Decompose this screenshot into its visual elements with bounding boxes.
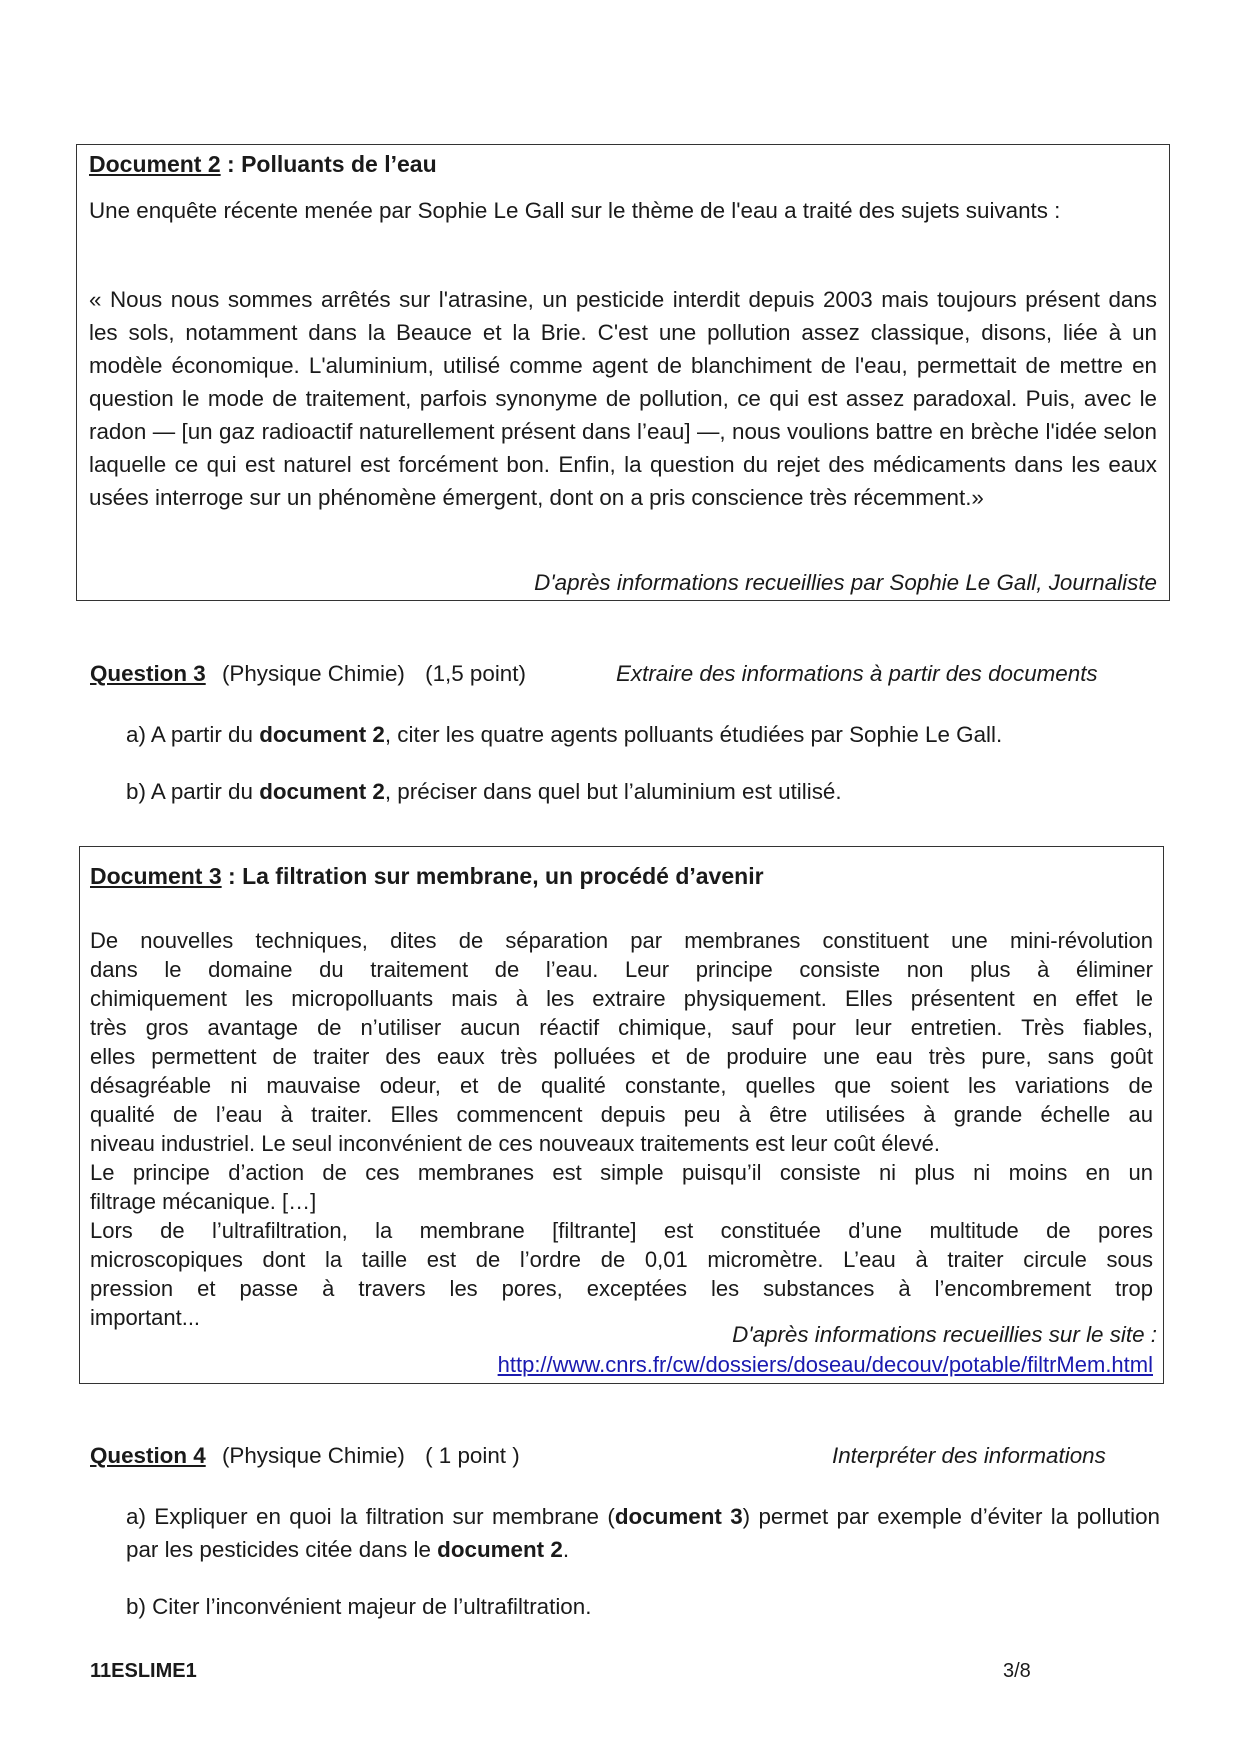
question-4a-bold-1: document 3 <box>614 1504 743 1529</box>
document-3-line: très gros avantage de n’utiliser aucun réactif chimique, sauf pour leur entretien. Très fiables, <box>90 1015 1153 1040</box>
document-3-body <box>90 926 1153 1332</box>
question-4a <box>126 1500 1160 1566</box>
question-3-points: (1,5 point) <box>425 661 526 686</box>
question-3-header <box>90 661 1160 687</box>
question-4-label: Question 4 <box>90 1443 206 1468</box>
document-3-line: elles permettent de traiter des eaux très polluées et de produire une eau très pure, sans goût <box>90 1044 1153 1069</box>
document-2-box <box>76 144 1170 601</box>
document-3-line: désagréable ni mauvaise odeur, et de qualité constante, quelles que soient les variations de <box>90 1073 1153 1098</box>
document-3-title-text: : La filtration sur membrane, un procédé d’avenir <box>221 863 764 889</box>
question-3b <box>126 775 842 808</box>
footer-page-number: 3/8 <box>1003 1660 1031 1682</box>
document-2-label: Document 2 <box>89 151 221 177</box>
document-3-line: niveau industriel. Le seul inconvénient de ces nouveaux traitements est leur coût élevé. <box>90 1131 940 1156</box>
document-3-line: chimiquement les micropolluants mais à les extraire physiquement. Elles présentent en effet le <box>90 986 1153 1011</box>
question-4-subject: (Physique Chimie) <box>221 1443 405 1468</box>
document-2-title-text: : Polluants de l’eau <box>220 151 437 177</box>
document-3-label: Document 3 <box>90 863 222 889</box>
document-3-title <box>90 863 764 890</box>
document-3-line: De nouvelles techniques, dites de séparation par membranes constituent une mini-révolution <box>90 928 1153 953</box>
question-4-skill: Interpréter des informations <box>832 1443 1106 1468</box>
document-3-line: qualité de l’eau à traiter. Elles commencent depuis peu à être utilisées à grande échelle au <box>90 1102 1153 1127</box>
question-3a-text: , citer les quatre agents polluants étudiées par Sophie Le Gall. <box>384 722 1003 747</box>
document-3-line: Le principe d’action de ces membranes est simple puisqu’il consiste ni plus ni moins en un <box>90 1160 1153 1185</box>
document-3-line: filtrage mécanique. […] <box>90 1189 317 1214</box>
document-2-title <box>89 151 437 178</box>
question-3b-bold: document 2 <box>259 779 385 804</box>
question-4a-prefix: a) Expliquer en quoi la filtration sur membrane ( <box>126 1504 615 1529</box>
document-3-source: D'après informations recueillies sur le site : <box>732 1322 1157 1347</box>
question-4-header <box>90 1443 1160 1469</box>
question-3a-prefix: a) A partir du <box>126 722 260 747</box>
document-3-line: Lors de l’ultrafiltration, la membrane [filtrante] est constituée d’une multitude de pores <box>90 1218 1153 1243</box>
question-3-skill: Extraire des informations à partir des documents <box>616 661 1098 686</box>
question-4-points: ( 1 point ) <box>425 1443 520 1468</box>
document-3-line: microscopiques dont la taille est de l’ordre de 0,01 micromètre. L’eau à traiter circule sous <box>90 1247 1153 1272</box>
question-3b-text: , préciser dans quel but l’aluminium est utilisé. <box>384 779 842 804</box>
question-3a-bold: document 2 <box>259 722 385 747</box>
document-2-intro: Une enquête récente menée par Sophie Le Gall sur le thème de l'eau a traité des sujets suivants : <box>89 198 1061 223</box>
document-3-line: important... <box>90 1305 201 1330</box>
document-3-url-link[interactable]: http://www.cnrs.fr/cw/dossiers/doseau/decouv/potable/filtrMem.html <box>497 1352 1153 1377</box>
document-3-line: pression et passe à travers les pores, exceptées les substances à l’encombrement trop <box>90 1276 1153 1301</box>
document-3-box <box>79 846 1164 1384</box>
document-3-url-wrap <box>498 1352 1153 1378</box>
question-3-subject: (Physique Chimie) <box>221 661 405 686</box>
footer-code: 11ESLIME1 <box>90 1660 197 1682</box>
document-2-source: D'après informations recueillies par Sophie Le Gall, Journaliste <box>534 570 1157 595</box>
document-2-quote: « Nous nous sommes arrêtés sur l'atrasine, un pesticide interdit depuis 2003 mais toujours présent dans les sols, notamment dans la Beauce et la Brie. C'est une pollution assez classique, disons, liée à un modèle économique. L'aluminium, utilisé comme agent de blanchiment de l'eau, permettait de mettre en question le mode de traitement, parfois synonyme de pollution, ce qui est assez paradoxal. Puis, avec le radon — [un gaz radioactif naturellement présent dans l’eau] —, nous voulions battre en brèche l'idée selon laquelle ce qui est naturel est forcément bon. Enfin, la question du rejet des médicaments dans les eaux usées interroge sur un phénomène émergent, dont on a pris conscience très récemment.» <box>89 287 1157 510</box>
question-4a-bold-2: document 2 <box>437 1537 563 1562</box>
question-4a-text: ) permet par exemple d’éviter la pollution par les pesticides citée dans le <box>126 1504 1161 1562</box>
question-3a <box>126 718 1002 751</box>
document-3-line: dans le domaine du traitement de l’eau. Leur principe consiste non plus à éliminer <box>90 957 1153 982</box>
question-3-label: Question 3 <box>90 661 206 686</box>
question-3b-prefix: b) A partir du <box>126 779 260 804</box>
question-4a-end: . <box>562 1537 570 1562</box>
question-4b: b) Citer l’inconvénient majeur de l’ultrafiltration. <box>126 1594 592 1619</box>
